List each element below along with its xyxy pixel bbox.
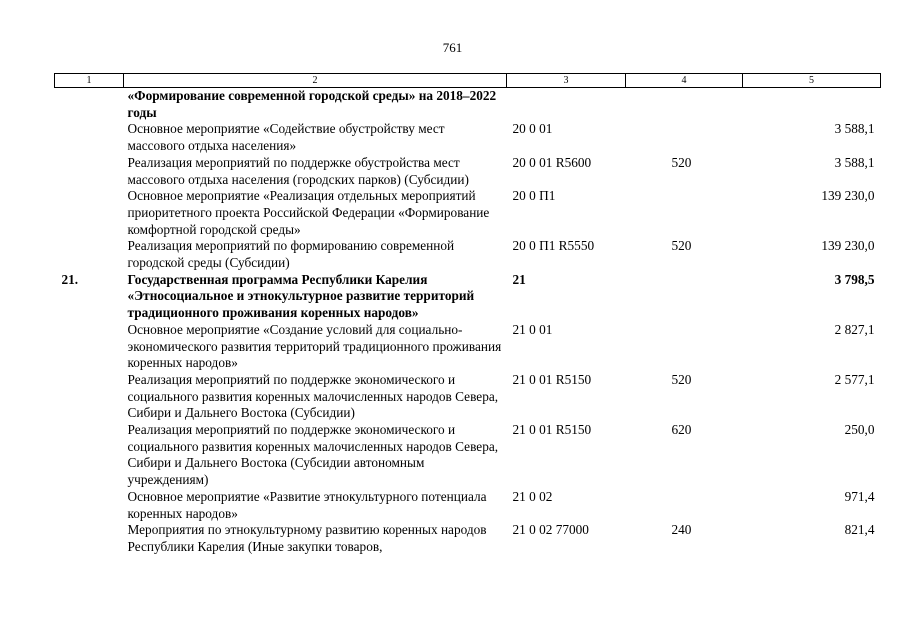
row-amount: 821,4	[844, 522, 875, 538]
row-amount: 3 588,1	[834, 121, 875, 137]
budget-table	[54, 73, 881, 556]
row-name: Основное мероприятие «Развитие этнокультурного потенциала коренных народов»	[127, 488, 487, 521]
row-amount: 250,0	[844, 422, 875, 438]
column-header-4: 4	[626, 74, 743, 88]
table-row	[55, 422, 881, 489]
row-amount: 139 230,0	[821, 188, 875, 204]
row-expense-type: 240	[671, 522, 692, 538]
row-expense-type	[626, 188, 743, 238]
table-row	[55, 121, 881, 154]
row-number	[55, 238, 124, 271]
row-number	[55, 188, 124, 238]
row-name: Основное мероприятие «Содействие обустройству мест массового отдыха населения»	[127, 121, 445, 154]
row-code: 21 0 02 77000	[512, 522, 589, 538]
page-number: 761	[442, 40, 463, 55]
column-header-2: 2	[124, 74, 507, 88]
row-number	[55, 322, 124, 372]
row-expense-type	[626, 489, 743, 522]
row-amount: 2 577,1	[834, 371, 875, 387]
table-row	[55, 155, 881, 188]
table-row	[55, 522, 881, 555]
row-name: Основное мероприятие «Создание условий для социально-экономического развития территорий традиционного проживания коренных народов»	[127, 321, 502, 371]
row-number	[55, 422, 124, 489]
column-header-3: 3	[507, 74, 626, 88]
row-number	[55, 372, 124, 422]
row-amount: 2 827,1	[834, 321, 875, 337]
row-code	[507, 88, 626, 122]
row-name: Реализация мероприятий по поддержке экономического и социального развития коренных малочисленных народов Севера, Сибири и Дальнего Востока (Субсидии)	[127, 371, 499, 421]
table-header	[55, 74, 881, 88]
row-amount: 971,4	[844, 488, 875, 504]
row-code: 20 0 П1 R5550	[512, 238, 595, 254]
row-name: Реализация мероприятий по формированию современной городской среды (Субсидии)	[127, 238, 455, 271]
row-number	[55, 522, 124, 555]
table-row	[55, 188, 881, 238]
row-code: 21 0 02	[512, 488, 553, 504]
row-expense-type: 620	[671, 422, 692, 438]
row-code: 21 0 01	[512, 321, 553, 337]
row-expense-type	[626, 121, 743, 154]
row-expense-type	[626, 272, 743, 322]
row-name: Реализация мероприятий по поддержке экономического и социального развития коренных малочисленных народов Севера, Сибири и Дальнего Востока (Субсидии автономным учреждениям)	[127, 422, 499, 488]
table-row	[55, 88, 881, 122]
table-row	[55, 322, 881, 372]
row-amount: 139 230,0	[821, 238, 875, 254]
row-name: Реализация мероприятий по поддержке обустройства мест массового отдыха населения (городских парков) (Субсидии)	[127, 154, 469, 187]
table-body	[55, 88, 881, 556]
row-name: Государственная программа Республики Карелия «Этносоциальное и этнокультурное развитие территорий традиционного проживания коренных народов»	[127, 271, 475, 321]
row-code: 20 0 П1	[512, 188, 556, 204]
row-name: Основное мероприятие «Реализация отдельных мероприятий приоритетного проекта Российской Федерации «Формирование комфортной городской среды»	[127, 188, 490, 237]
column-header-1: 1	[55, 74, 124, 88]
row-expense-type: 520	[671, 238, 692, 254]
row-code: 20 0 01	[512, 121, 553, 137]
row-code: 21	[512, 271, 526, 287]
table-row	[55, 272, 881, 322]
row-expense-type: 520	[671, 371, 692, 387]
row-number	[55, 489, 124, 522]
table-row	[55, 489, 881, 522]
row-number	[55, 88, 124, 122]
row-code: 21 0 01 R5150	[512, 371, 592, 387]
row-name: Мероприятия по этнокультурному развитию коренных народов Республики Карелия (Иные закупки товаров,	[127, 522, 487, 554]
row-amount	[743, 88, 881, 122]
row-amount: 3 798,5	[834, 271, 875, 287]
row-code: 20 0 01 R5600	[512, 154, 592, 170]
row-expense-type: 520	[671, 154, 692, 170]
row-number: 21.	[61, 271, 79, 287]
column-header-5: 5	[743, 74, 881, 88]
row-number	[55, 155, 124, 188]
table-row	[55, 238, 881, 271]
row-name: «Формирование современной городской среды» на 2018–2022 годы	[127, 88, 497, 120]
row-amount: 3 588,1	[834, 154, 875, 170]
table-row	[55, 372, 881, 422]
row-expense-type	[626, 322, 743, 372]
row-expense-type	[626, 88, 743, 122]
row-code: 21 0 01 R5150	[512, 422, 592, 438]
row-number	[55, 121, 124, 154]
